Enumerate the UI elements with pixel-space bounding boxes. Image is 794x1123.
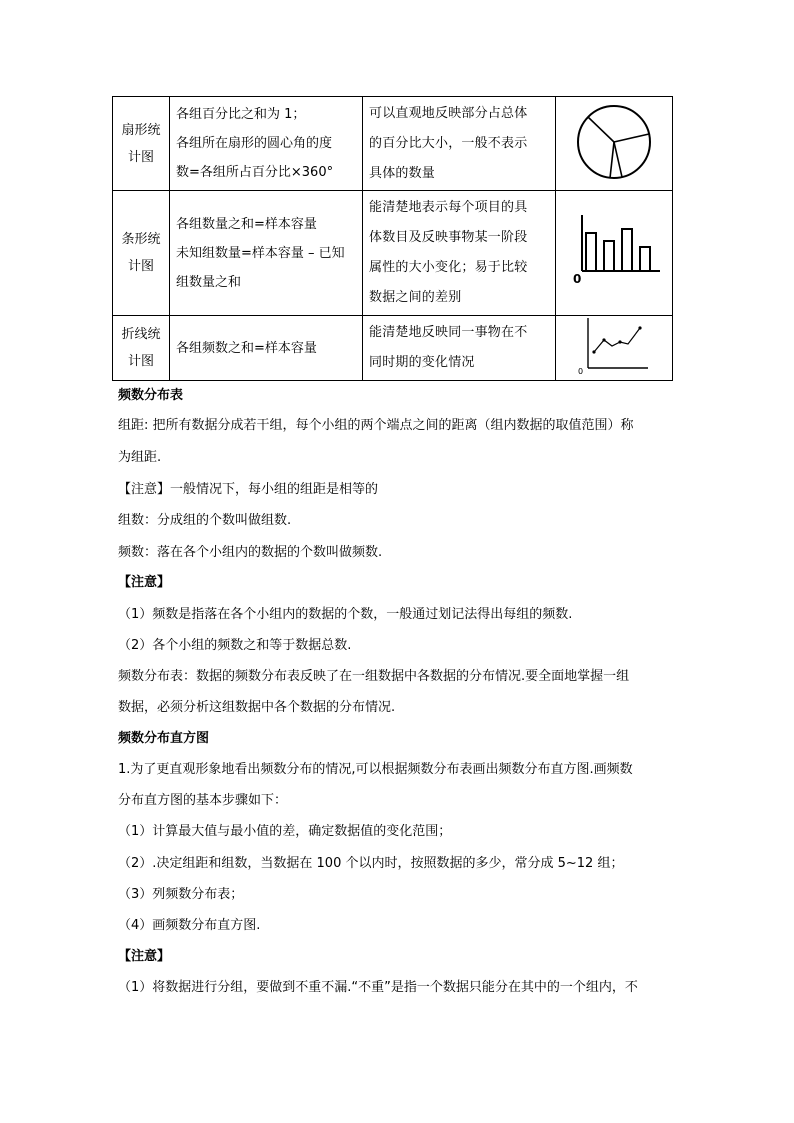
axis-origin-label: 0: [578, 367, 584, 376]
usage-line: 数据之间的差别: [369, 290, 462, 305]
note-heading: 【注意】: [118, 575, 171, 590]
feature-line: 组数量之和: [176, 274, 242, 290]
chart-name-line: 扇形统: [121, 122, 161, 138]
paragraph: （3）列频数分布表；: [118, 887, 244, 902]
feature-line: 各组频数之和=样本容量: [176, 340, 317, 356]
chart-name-line: 计图: [127, 259, 154, 274]
illustration-cell: [556, 316, 673, 381]
usage-line: 的百分比大小，一般不表示: [369, 135, 528, 151]
usage-line: 同时期的变化情况: [369, 355, 475, 370]
usage-line: 体数目及反映事物某一阶段: [369, 230, 528, 245]
features-cell: [170, 191, 363, 316]
paragraph: （1）频数是指落在各个小组内的数据的个数，一般通过划记法得出每组的频数.: [118, 607, 573, 622]
usage-cell: [363, 191, 556, 316]
features-cell: [170, 97, 363, 191]
illustration-cell: [556, 191, 673, 316]
usage-cell: [363, 97, 556, 191]
feature-line: 各组所在扇形的圆心角的度: [176, 136, 333, 151]
paragraph: 频数分布表：数据的频数分布表反映了在一组数据中各数据的分布情况.要全面地掌握一组: [118, 669, 630, 684]
chart-name-line: 折线统: [121, 327, 161, 342]
paragraph: （2）各个小组的频数之和等于数据总数.: [118, 638, 352, 653]
paragraph: 分布直方图的基本步骤如下：: [118, 793, 288, 808]
chart-name-line: 计图: [127, 149, 154, 165]
table-row: [113, 97, 673, 191]
usage-line: 具体的数量: [369, 165, 436, 181]
chart-name-line: 条形统: [121, 232, 161, 247]
features-cell: [170, 316, 363, 381]
note-paragraph: 【注意】一般情况下，每小组的组距是相等的: [118, 482, 379, 497]
note-heading: 【注意】: [118, 949, 171, 964]
table-row: [113, 191, 673, 316]
usage-line: 可以直观地反映部分占总体: [369, 105, 528, 121]
paragraph: 组距: 把所有数据分成若干组，每个小组的两个端点之间的距离（组内数据的取值范围）称: [118, 418, 634, 433]
paragraph: 为组距.: [118, 450, 162, 465]
chart-name-cell: [113, 316, 170, 381]
chart-name-line: 计图: [127, 354, 154, 369]
paragraph: 1.为了更直观形象地看出频数分布的情况,可以根据频数分布表画出频数分布直方图.画频数: [118, 762, 633, 777]
paragraph: （1）计算最大值与最小值的差，确定数据值的变化范围；: [118, 824, 452, 839]
feature-line: 未知组数量=样本容量 – 已知: [176, 245, 345, 261]
feature-line: 各组百分比之和为 1；: [176, 107, 306, 122]
usage-line: 能清楚地表示每个项目的具: [369, 200, 528, 215]
usage-line: 属性的大小变化；易于比较: [369, 260, 528, 275]
illustration-cell: [556, 97, 673, 191]
paragraph: （2）.决定组距和组数，当数据在 100 个以内时，按照数据的多少，常分成 5~12 组；: [118, 856, 624, 871]
paragraph: （4）画频数分布直方图.: [118, 918, 261, 933]
usage-line: 能清楚地反映同一事物在不: [369, 325, 528, 340]
chart-name-cell: [113, 191, 170, 316]
chart-comparison-table: [112, 96, 673, 381]
paragraph: 数据，必须分析这组数据中各个数据的分布情况.: [118, 700, 396, 715]
chart-name-cell: [113, 97, 170, 191]
paragraph: 频数：落在各个小组内的数据的个数叫做频数.: [118, 545, 383, 560]
paragraph: 组数：分成组的个数叫做组数.: [118, 513, 292, 528]
paragraph: （1）将数据进行分组，要做到不重不漏.“不重”是指一个数据只能分在其中的一个组内，不: [118, 980, 638, 995]
bar-chart-icon: [566, 211, 662, 291]
line-chart-icon: [576, 316, 652, 376]
feature-line: 数=各组所占百分比×360°: [176, 165, 334, 180]
usage-cell: [363, 316, 556, 381]
pie-chart-icon: [574, 100, 654, 184]
axis-origin-label: 0: [573, 272, 582, 286]
table-row: [113, 316, 673, 381]
feature-line: 各组数量之和=样本容量: [176, 216, 317, 232]
section-heading: 频数分布直方图: [118, 731, 210, 746]
section-heading: 频数分布表: [118, 388, 184, 403]
